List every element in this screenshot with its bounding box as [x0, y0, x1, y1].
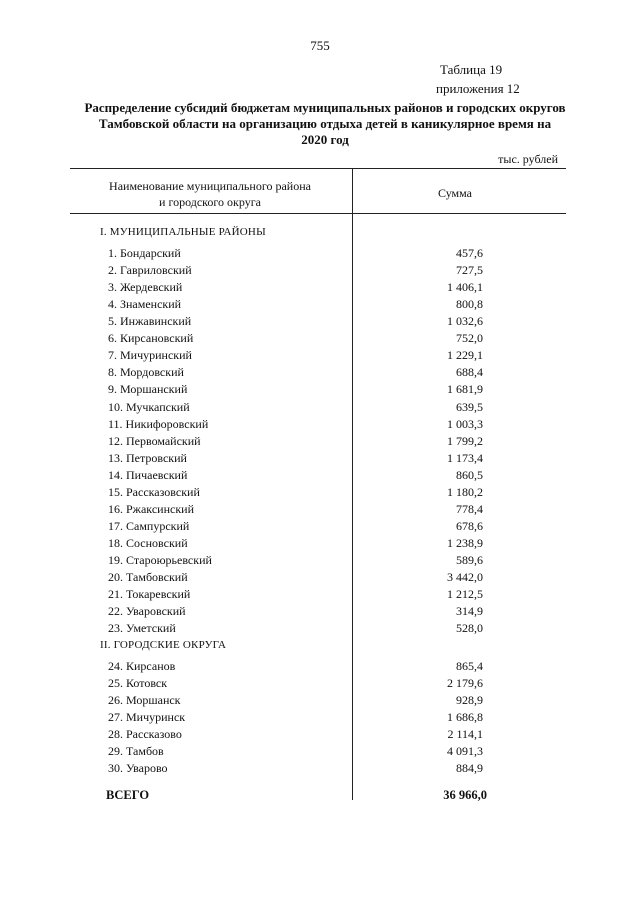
row-value: 778,4	[456, 501, 483, 516]
row-value: 884,9	[456, 761, 483, 776]
row-name: 16. Ржаксинский	[108, 501, 194, 516]
row-name: 10. Мучкапский	[108, 399, 190, 414]
page-number: 755	[310, 38, 330, 53]
table-row	[100, 675, 540, 692]
row-value: 1 229,1	[447, 348, 483, 363]
table-row	[100, 501, 540, 518]
table-row	[100, 535, 540, 552]
table-row	[100, 433, 540, 450]
row-name: 30. Уварово	[108, 761, 168, 776]
title-line-1: Распределение субсидий бюджетам муниципальных районов и городских округов	[84, 100, 566, 115]
row-value: 528,0	[456, 621, 483, 636]
row-name: 2. Гавриловский	[108, 263, 192, 278]
row-name: 24. Кирсанов	[108, 659, 176, 673]
row-value: 314,9	[456, 604, 483, 618]
row-name: 22. Уваровский	[108, 604, 186, 618]
row-name: 6. Кирсановский	[108, 331, 194, 346]
row-value: 457,6	[456, 246, 483, 260]
table-row	[100, 586, 540, 603]
row-name: 21. Токаревский	[108, 587, 191, 601]
table-row	[100, 552, 540, 569]
table-row	[100, 709, 540, 726]
section-city-districts: II. ГОРОДСКИЕ ОКРУГА	[100, 639, 227, 651]
row-value: 1 681,9	[447, 382, 483, 397]
units-label: тыс. рублей	[498, 152, 558, 166]
table-row	[100, 381, 540, 398]
row-value: 1 799,2	[447, 433, 483, 448]
row-name: 26. Моршанск	[108, 693, 181, 708]
table-reference	[436, 60, 520, 98]
row-name: 20. Тамбовский	[108, 570, 188, 584]
title-line-2: Тамбовской области на организацию отдыха детей в каникулярное время на	[98, 116, 552, 131]
table-row	[100, 450, 540, 467]
row-name: 8. Мордовский	[108, 365, 184, 380]
row-value: 865,4	[456, 659, 483, 673]
row-name: 23. Уметский	[108, 621, 176, 636]
table-row	[100, 245, 540, 262]
row-value: 1 180,2	[447, 484, 483, 499]
table-row	[100, 467, 540, 484]
row-value: 2 179,6	[447, 676, 483, 690]
row-name: 25. Котовск	[108, 676, 168, 690]
row-value: 1 032,6	[447, 314, 483, 329]
row-name: 12. Первомайский	[108, 433, 201, 448]
section-districts: I. МУНИЦИПАЛЬНЫЕ РАЙОНЫ	[100, 226, 266, 238]
row-value: 928,9	[456, 693, 483, 708]
row-name: 19. Староюрьевский	[108, 552, 212, 567]
row-value: 589,6	[456, 552, 483, 567]
row-name: 17. Сампурский	[108, 518, 190, 533]
row-name: 4. Знаменский	[108, 297, 182, 312]
column-header-name	[80, 178, 340, 210]
row-name: 27. Мичуринск	[108, 710, 186, 725]
column-header-name-line-2: и городского округа	[159, 195, 261, 209]
column-header-name-line-1: Наименование муниципального района	[109, 179, 311, 193]
row-value: 1 406,1	[447, 280, 483, 295]
header-bottom-rule	[70, 213, 566, 214]
table-top-rule	[70, 168, 566, 169]
row-value: 752,0	[456, 331, 483, 346]
row-name: 18. Сосновский	[108, 535, 188, 550]
row-name: 13. Петровский	[108, 450, 187, 465]
row-value: 727,5	[456, 263, 483, 278]
total-row	[100, 786, 540, 804]
row-name: 15. Рассказовский	[108, 484, 200, 499]
table-row	[100, 743, 540, 760]
table-row	[100, 347, 540, 364]
table-row	[100, 603, 540, 620]
row-value: 4 091,3	[447, 744, 483, 759]
table-row	[100, 726, 540, 743]
table-row	[100, 484, 540, 501]
table-row	[100, 620, 540, 637]
row-value: 1 003,3	[447, 416, 483, 431]
row-value: 800,8	[456, 297, 483, 312]
title-line-3: 2020 год	[301, 132, 349, 147]
row-name: 29. Тамбов	[108, 744, 164, 759]
row-name: 5. Инжавинский	[108, 314, 192, 329]
document-title	[60, 100, 590, 148]
table-row	[100, 296, 540, 313]
row-value: 678,6	[456, 518, 483, 533]
table-row	[100, 364, 540, 381]
table-number: Таблица 19	[440, 62, 503, 77]
column-header-sum: Сумма	[438, 186, 472, 200]
table-row	[100, 279, 540, 296]
row-value: 1 686,8	[447, 710, 483, 725]
table-row	[100, 262, 540, 279]
row-value: 1 173,4	[447, 450, 483, 465]
row-name: 1. Бондарский	[108, 246, 181, 260]
row-value: 1 212,5	[447, 587, 483, 601]
table-row	[100, 692, 540, 709]
row-value: 2 114,1	[447, 727, 483, 742]
row-value: 1 238,9	[447, 535, 483, 550]
table-row	[100, 416, 540, 433]
table-row	[100, 313, 540, 330]
row-value: 639,5	[456, 399, 483, 414]
row-name: 14. Пичаевский	[108, 467, 188, 482]
total-value: 36 966,0	[443, 788, 487, 802]
table-row	[100, 399, 540, 416]
appendix-number: приложения 12	[436, 81, 520, 96]
row-value: 860,5	[456, 467, 483, 482]
row-name: 11. Никифоровский	[108, 416, 209, 431]
table-row	[100, 658, 540, 675]
row-value: 3 442,0	[447, 570, 483, 584]
table-row	[100, 569, 540, 586]
total-label: ВСЕГО	[106, 788, 150, 802]
table-row	[100, 760, 540, 777]
row-name: 7. Мичуринский	[108, 348, 192, 363]
table-row	[100, 330, 540, 347]
row-name: 28. Рассказово	[108, 727, 182, 742]
row-value: 688,4	[456, 365, 483, 380]
row-name: 9. Моршанский	[108, 382, 188, 397]
table-row	[100, 518, 540, 535]
row-name: 3. Жердевский	[108, 280, 183, 295]
